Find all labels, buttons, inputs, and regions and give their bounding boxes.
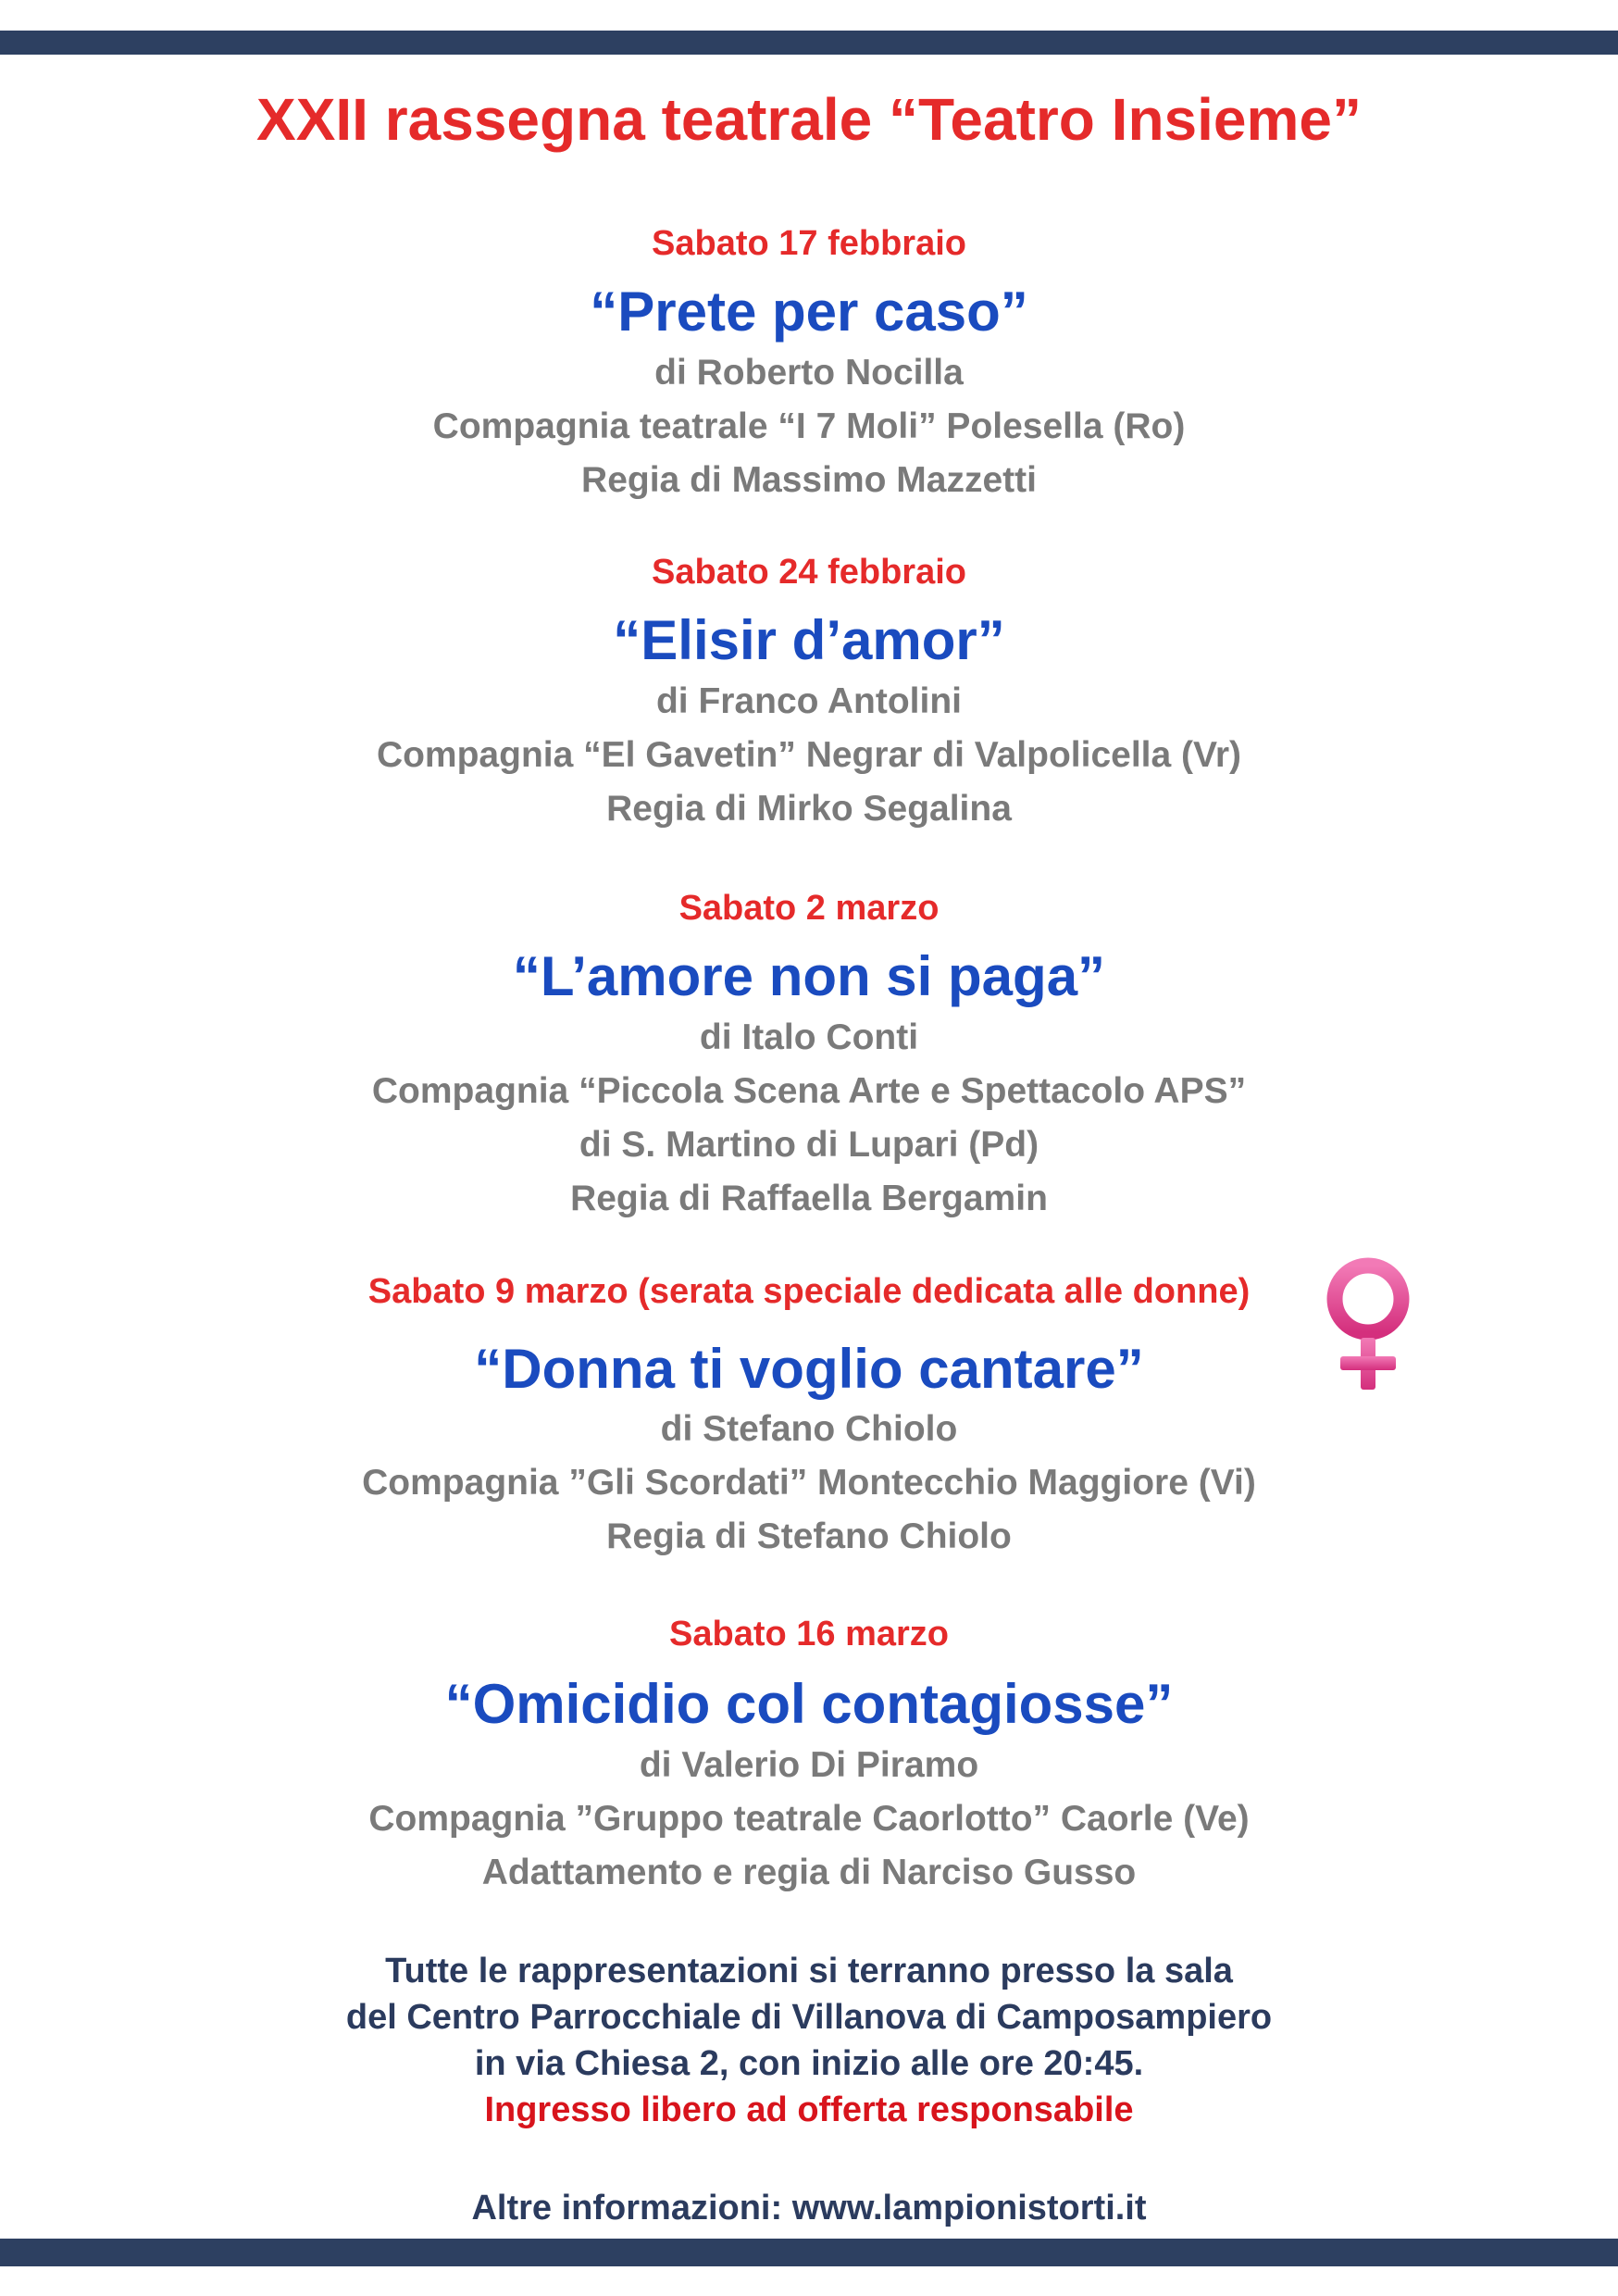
page-title: XXII rassegna teatrale “Teatro Insieme”: [256, 86, 1362, 153]
show-3-director: Regia di Raffaella Bergamin: [570, 1179, 1048, 1218]
show-4-date: Sabato 9 marzo (serata speciale dedicata alle donne): [367, 1272, 1251, 1311]
show-2-date: Sabato 24 febbraio: [652, 553, 966, 592]
show-5-director: Adattamento e regia di Narciso Gusso: [481, 1853, 1137, 1892]
female-symbol-icon: [1314, 1254, 1422, 1393]
show-1-company: Compagnia teatrale “I 7 Moli” Polesella (Ro): [432, 406, 1186, 446]
admission-note: Ingresso libero ad offerta responsabile: [484, 2090, 1134, 2129]
show-1-author: di Roberto Nocilla: [654, 353, 964, 393]
venue-line-3: in via Chiesa 2, con inizio alle ore 20:45.: [474, 2044, 1144, 2083]
show-2-director: Regia di Mirko Segalina: [606, 789, 1012, 829]
show-5-author: di Valerio Di Piramo: [639, 1745, 979, 1785]
show-2-author: di Franco Antolini: [655, 681, 963, 721]
show-4-company: Compagnia ”Gli Scordati” Montecchio Maggiore (Vi): [362, 1463, 1256, 1503]
show-3-title: “L’amore non si paga”: [512, 945, 1106, 1007]
show-3-company: Compagnia “Piccola Scena Arte e Spettacolo APS”: [371, 1071, 1247, 1111]
show-4-title: “Donna ti voglio cantare”: [474, 1338, 1144, 1400]
more-info-link[interactable]: Altre informazioni: www.lampionistorti.it: [471, 2189, 1147, 2227]
show-5-date: Sabato 16 marzo: [669, 1615, 949, 1653]
show-4-director: Regia di Stefano Chiolo: [606, 1516, 1012, 1556]
show-1-director: Regia di Massimo Mazzetti: [581, 460, 1037, 500]
show-1-date: Sabato 17 febbraio: [652, 224, 966, 263]
show-5-title: “Omicidio col contagiosse”: [444, 1673, 1174, 1735]
top-border-bar: [0, 31, 1618, 55]
show-3-date: Sabato 2 marzo: [678, 889, 940, 928]
show-3-company-location: di S. Martino di Lupari (Pd): [579, 1125, 1039, 1165]
bottom-border-bar: [0, 2239, 1618, 2266]
show-2-title: “Elisir d’amor”: [613, 609, 1005, 671]
show-3-author: di Italo Conti: [699, 1017, 919, 1057]
show-5-company: Compagnia ”Gruppo teatrale Caorlotto” Caorle (Ve): [368, 1799, 1250, 1839]
show-4-author: di Stefano Chiolo: [660, 1409, 958, 1449]
venue-line-1: Tutte le rappresentazioni si terranno presso la sala: [385, 1952, 1233, 1990]
show-2-company: Compagnia “El Gavetin” Negrar di Valpolicella (Vr): [376, 735, 1242, 775]
show-1-title: “Prete per caso”: [590, 281, 1028, 343]
venue-line-2: del Centro Parrocchiale di Villanova di Camposampiero: [345, 1998, 1273, 2037]
